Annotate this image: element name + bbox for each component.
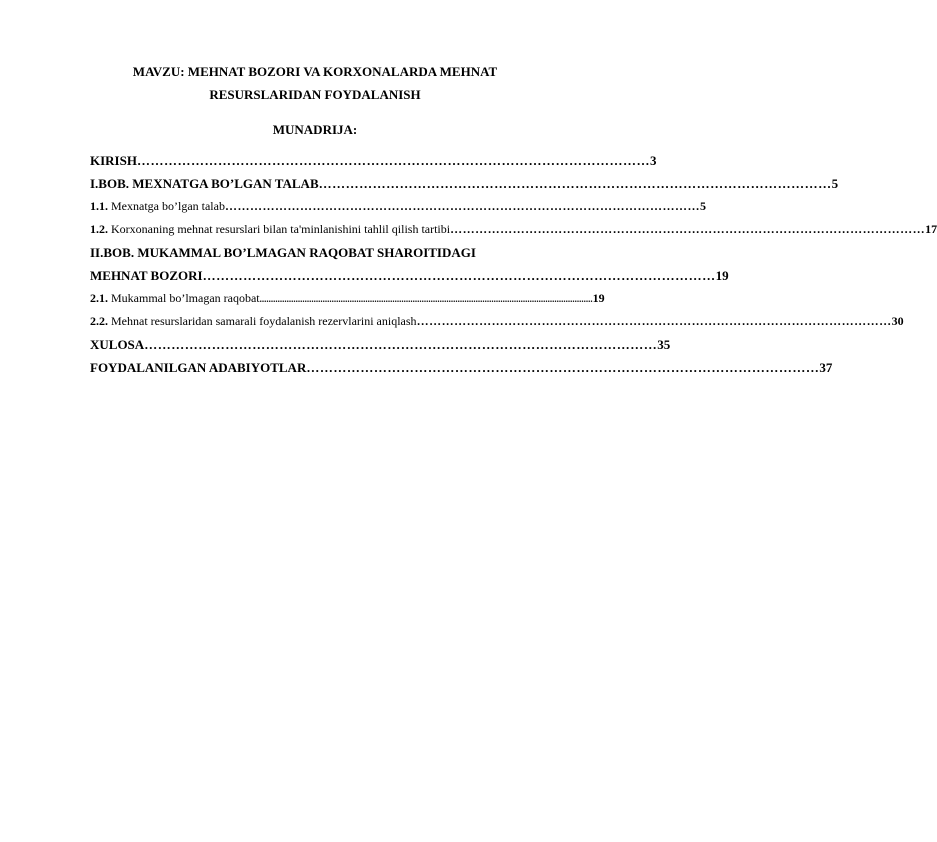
toc-page-number: 30 <box>891 314 904 328</box>
toc-page-number: 17 <box>925 222 937 236</box>
toc-entry-bob2 <box>90 264 729 287</box>
toc-section-number: 1.2. <box>90 222 108 236</box>
toc-page-number: 3 <box>649 153 657 168</box>
title-line-2: RESURSLARIDAN FOYDALANISH <box>209 87 421 102</box>
toc-entry-bob1 <box>90 172 839 195</box>
toc-page-number: 19 <box>715 268 729 283</box>
toc-entry-kirish <box>90 149 657 172</box>
toc-entry-1-1 <box>90 195 706 218</box>
toc-page-number: 5 <box>699 199 706 213</box>
toc-entry-2-2 <box>90 310 904 333</box>
toc-section-number: 2.2. <box>90 314 108 328</box>
toc-entry-title: MEHNAT BOZORI <box>90 268 203 283</box>
toc-entry-title: FOYDALANILGAN ADABIYOTLAR <box>90 360 307 375</box>
toc-leader-dots: …………………………………………………………………………………………………… <box>144 337 658 352</box>
toc-page-number: 37 <box>819 360 833 375</box>
toc-entry-bob2-line1: II.BOB. MUKAMMAL BO’LMAGAN RAQOBAT SHAROITIDAGI <box>90 245 476 260</box>
toc-entry-1-2 <box>90 218 937 241</box>
toc-leader-dots: …………………………………………………………………………………………………… <box>450 222 926 236</box>
toc-section-title: Mehnat resurslaridan samarali foydalanish rezervlarini aniqlash <box>111 314 417 328</box>
toc-leader-dots: …………………………………………………………………………………………………… <box>318 176 832 191</box>
toc-section-title: Korxonaning mehnat resurslari bilan ta'minlanishini tahlil qilish tartibi <box>111 222 451 236</box>
toc-page-number: 19 <box>592 291 605 305</box>
toc-page-number: 5 <box>831 176 839 191</box>
title-line-1: MAVZU: MEHNAT BOZORI VA KORXONALARDA MEHNAT <box>132 64 498 79</box>
toc-leader-dots: …………………………………………………………………………………………………… <box>202 268 716 283</box>
toc-section-title: Mukammal bo’lmagan raqobat <box>111 291 260 305</box>
toc-entry-title: I.BOB. MEXNATGA BO’LGAN TALAB <box>90 176 319 191</box>
toc-leader-dots: .................................................................................................................................................... <box>259 294 593 304</box>
toc-section-title: Mexnatga bo’lgan talab <box>111 199 225 213</box>
toc-leader-dots: …………………………………………………………………………………………………… <box>136 153 650 168</box>
table-of-contents <box>90 149 937 379</box>
toc-entry-title <box>90 195 225 218</box>
toc-leader-dots: …………………………………………………………………………………………………… <box>416 314 892 328</box>
toc-leader-dots: …………………………………………………………………………………………………… <box>306 360 820 375</box>
toc-section-number: 2.1. <box>90 291 108 305</box>
toc-heading: MUNADRIJA: <box>272 122 358 137</box>
toc-entry-title: KIRISH <box>90 153 137 168</box>
toc-page-number: 35 <box>657 337 671 352</box>
toc-entry-title <box>90 218 450 241</box>
toc-section-number: 1.1. <box>90 199 108 213</box>
toc-leader-dots: …………………………………………………………………………………………………… <box>224 199 700 213</box>
toc-entry-title: XULOSA <box>90 337 145 352</box>
toc-entry-title <box>90 287 260 310</box>
toc-entry-adabiyot <box>90 356 833 379</box>
toc-entry-xulosa <box>90 333 671 356</box>
document-title <box>90 60 540 106</box>
toc-entry-title <box>90 310 417 333</box>
toc-entry-2-1 <box>90 287 605 310</box>
